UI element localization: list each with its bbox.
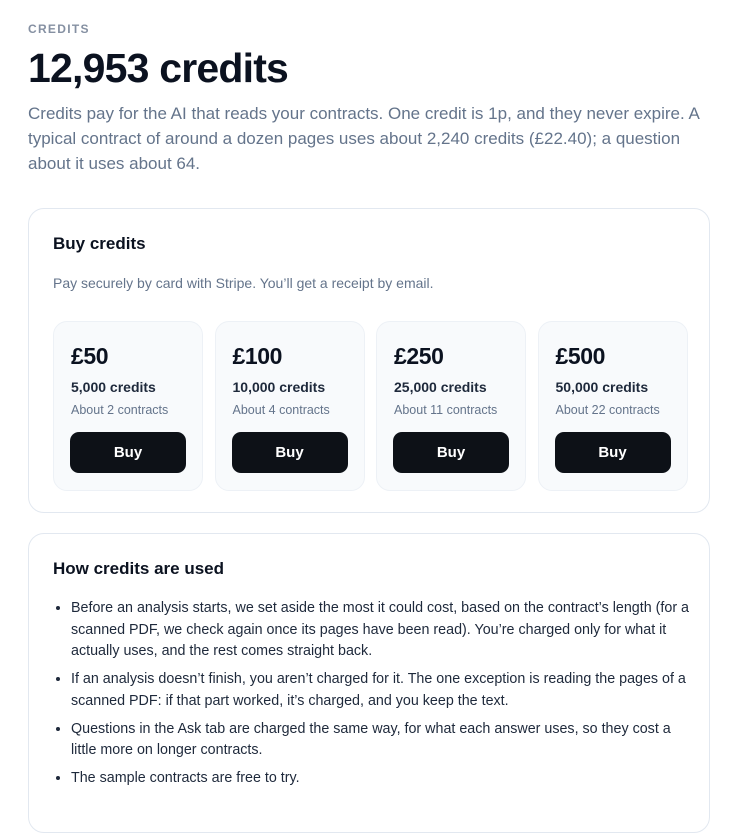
pack-contract-estimate: About 11 contracts: [394, 403, 498, 417]
credit-pack-100: [215, 321, 365, 491]
pack-credits: 5,000 credits: [71, 379, 156, 395]
pack-contract-estimate: About 4 contracts: [232, 403, 330, 417]
credit-pack-50: [53, 321, 203, 491]
buy-50-button[interactable]: Buy: [70, 432, 186, 473]
pack-price: £50: [71, 343, 109, 369]
credit-usage-title: How credits are used: [53, 559, 225, 578]
buy-250-button[interactable]: Buy: [393, 432, 509, 473]
credit-packs: [53, 321, 687, 491]
buy-credits-title: Buy credits: [53, 234, 146, 253]
credit-balance: 12,953 credits: [28, 45, 289, 91]
buy-credits-subtitle: Pay securely by card with Stripe. You’ll get a receipt by email.: [53, 275, 434, 291]
credit-pack-250: [376, 321, 526, 491]
section-eyebrow: CREDITS: [28, 22, 90, 36]
list-item: • Questions in the Ask tab are charged the same way, for what each answer uses, so they cost a little more on longer contracts.: [71, 719, 699, 762]
pack-price: £100: [232, 343, 283, 369]
pack-contract-estimate: About 22 contracts: [555, 403, 660, 417]
pack-credits: 25,000 credits: [394, 379, 487, 395]
pack-credits: 10,000 credits: [232, 379, 326, 395]
credit-usage-card: [28, 533, 710, 833]
buy-100-button[interactable]: Buy: [232, 432, 348, 473]
credit-pack-500: [538, 321, 688, 491]
pack-contract-estimate: About 2 contracts: [71, 403, 169, 417]
list-item: • If an analysis doesn’t finish, you aren’t charged for it. The one exception is reading the pages of a scanned PDF: if that part worked, it’s charged, and you keep the text.: [71, 669, 699, 712]
pack-price: £250: [394, 343, 444, 369]
pack-price: £500: [555, 343, 606, 369]
buy-500-button[interactable]: Buy: [555, 432, 671, 473]
credit-usage-list: [53, 598, 699, 796]
list-item: • Before an analysis starts, we set aside the most it could cost, based on the contract’s length (for a scanned PDF, we check again once its pages have been read). You’re charged only for what it actually uses, and the rest comes straight back.: [71, 598, 699, 663]
list-item: • The sample contracts are free to try.: [71, 768, 699, 790]
credits-intro: Credits pay for the AI that reads your contracts. One credit is 1p, and they never expire. A typical contract of around a dozen pages uses about 2,240 credits (£22.40); a question about it uses about 64.: [28, 104, 699, 173]
pack-credits: 50,000 credits: [555, 379, 649, 395]
buy-credits-card: [28, 208, 710, 513]
